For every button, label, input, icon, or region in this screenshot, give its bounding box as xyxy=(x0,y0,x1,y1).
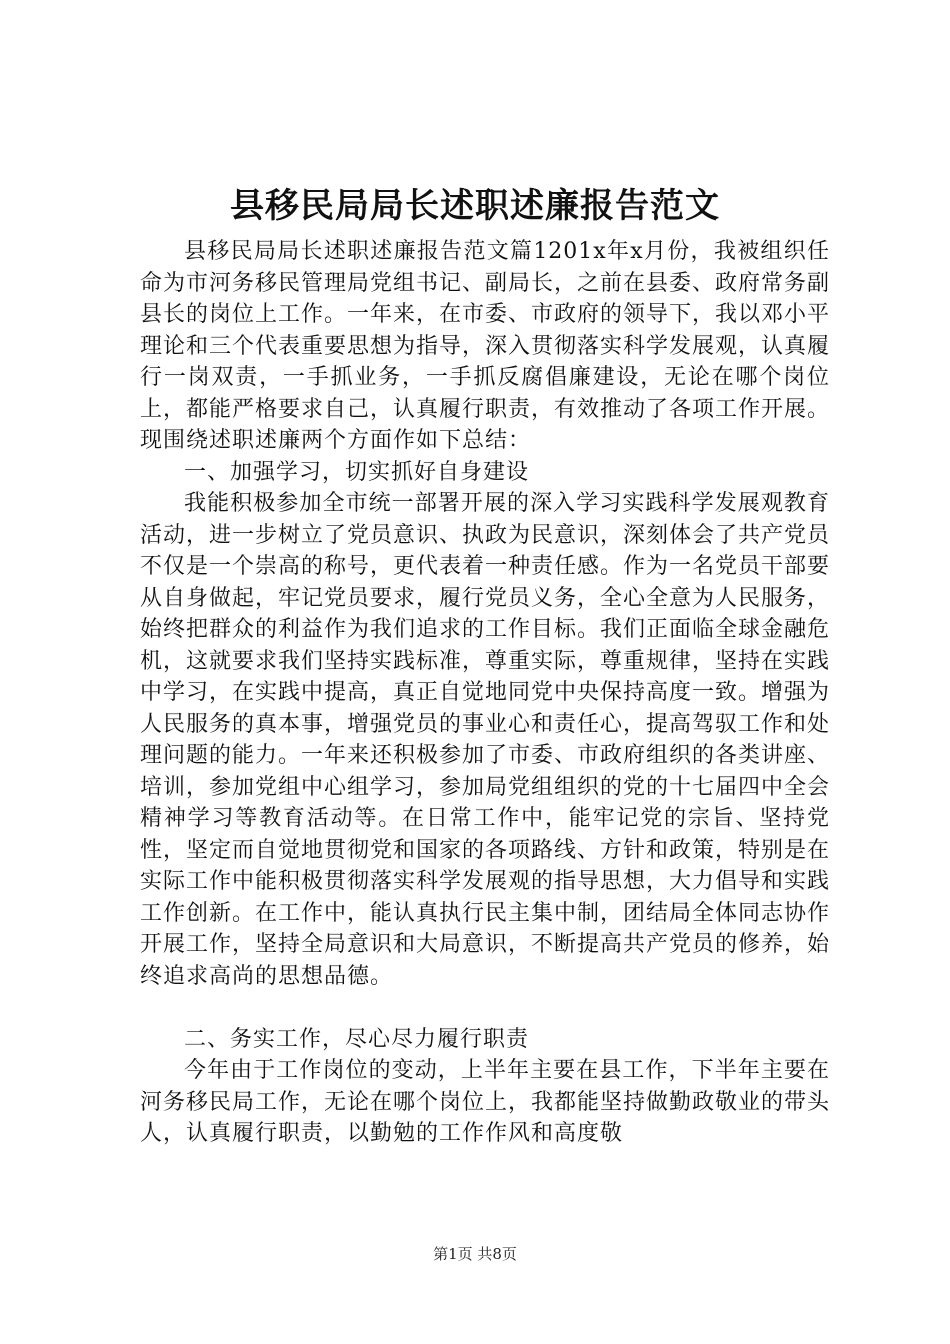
intro-paragraph: 县移民局局长述职述廉报告范文篇1201x年x月份，我被组织任命为市河务移民管理局党组书记、副局长，之前在县委、政府常务副县长的岗位上工作。一年来，在市委、市政府的领导下，我以邓小平理论和三个代表重要思想为指导，深入贯彻落实科学发展观，认真履行一岗双责，一手抓业务，一手抓反腐倡廉建设，无论在哪个岗位上，都能严格要求自己，认真履行职责，有效推动了各项工作开展。现围绕述职述廉两个方面作如下总结： xyxy=(140,239,831,453)
section-heading-1: 一、加强学习，切实抓好自身建设 xyxy=(184,459,530,485)
document-title: 县移民局局长述职述廉报告范文 xyxy=(230,186,720,226)
document-body xyxy=(140,236,830,1150)
section-heading-2: 二、务实工作，尽心尽力履行职责 xyxy=(184,1026,530,1052)
section-2-paragraph: 今年由于工作岗位的变动，上半年主要在县工作，下半年主要在河务移民局工作，无论在哪个岗位上，我都能坚持做勤政敬业的带头人，认真履行职责，以勤勉的工作作风和高度敬 xyxy=(140,1058,831,1146)
page-footer: 第1页 共8页 xyxy=(433,1245,517,1263)
section-1-paragraph: 我能积极参加全市统一部署开展的深入学习实践科学发展观教育活动，进一步树立了党员意识、执政为民意识，深刻体会了共产党员不仅是一个崇高的称号，更代表着一种责任感。作为一名党员干部要从自身做起，牢记党员要求，履行党员义务，全心全意为人民服务，始终把群众的利益作为我们追求的工作目标。我们正面临全球金融危机，这就要求我们坚持实践标准，尊重实际，尊重规律，坚持在实践中学习，在实践中提高，真正自觉地同党中央保持高度一致。增强为人民服务的真本事，增强党员的事业心和责任心，提高驾驭工作和处理问题的能力。一年来还积极参加了市委、市政府组织的各类讲座、培训，参加党组中心组学习，参加局党组组织的党的十七届四中全会精神学习等教育活动等。在日常工作中，能牢记党的宗旨、坚持党性，坚定而自觉地贯彻党和国家的各项路线、方针和政策，特别是在实际工作中能积极贯彻落实科学发展观的指导思想，大力倡导和实践工作创新。在工作中，能认真执行民主集中制，团结局全体同志协作开展工作，坚持全局意识和大局意识，不断提高共产党员的修养，始终追求高尚的思想品德。 xyxy=(140,491,831,989)
paragraph-spacer xyxy=(140,992,830,1024)
